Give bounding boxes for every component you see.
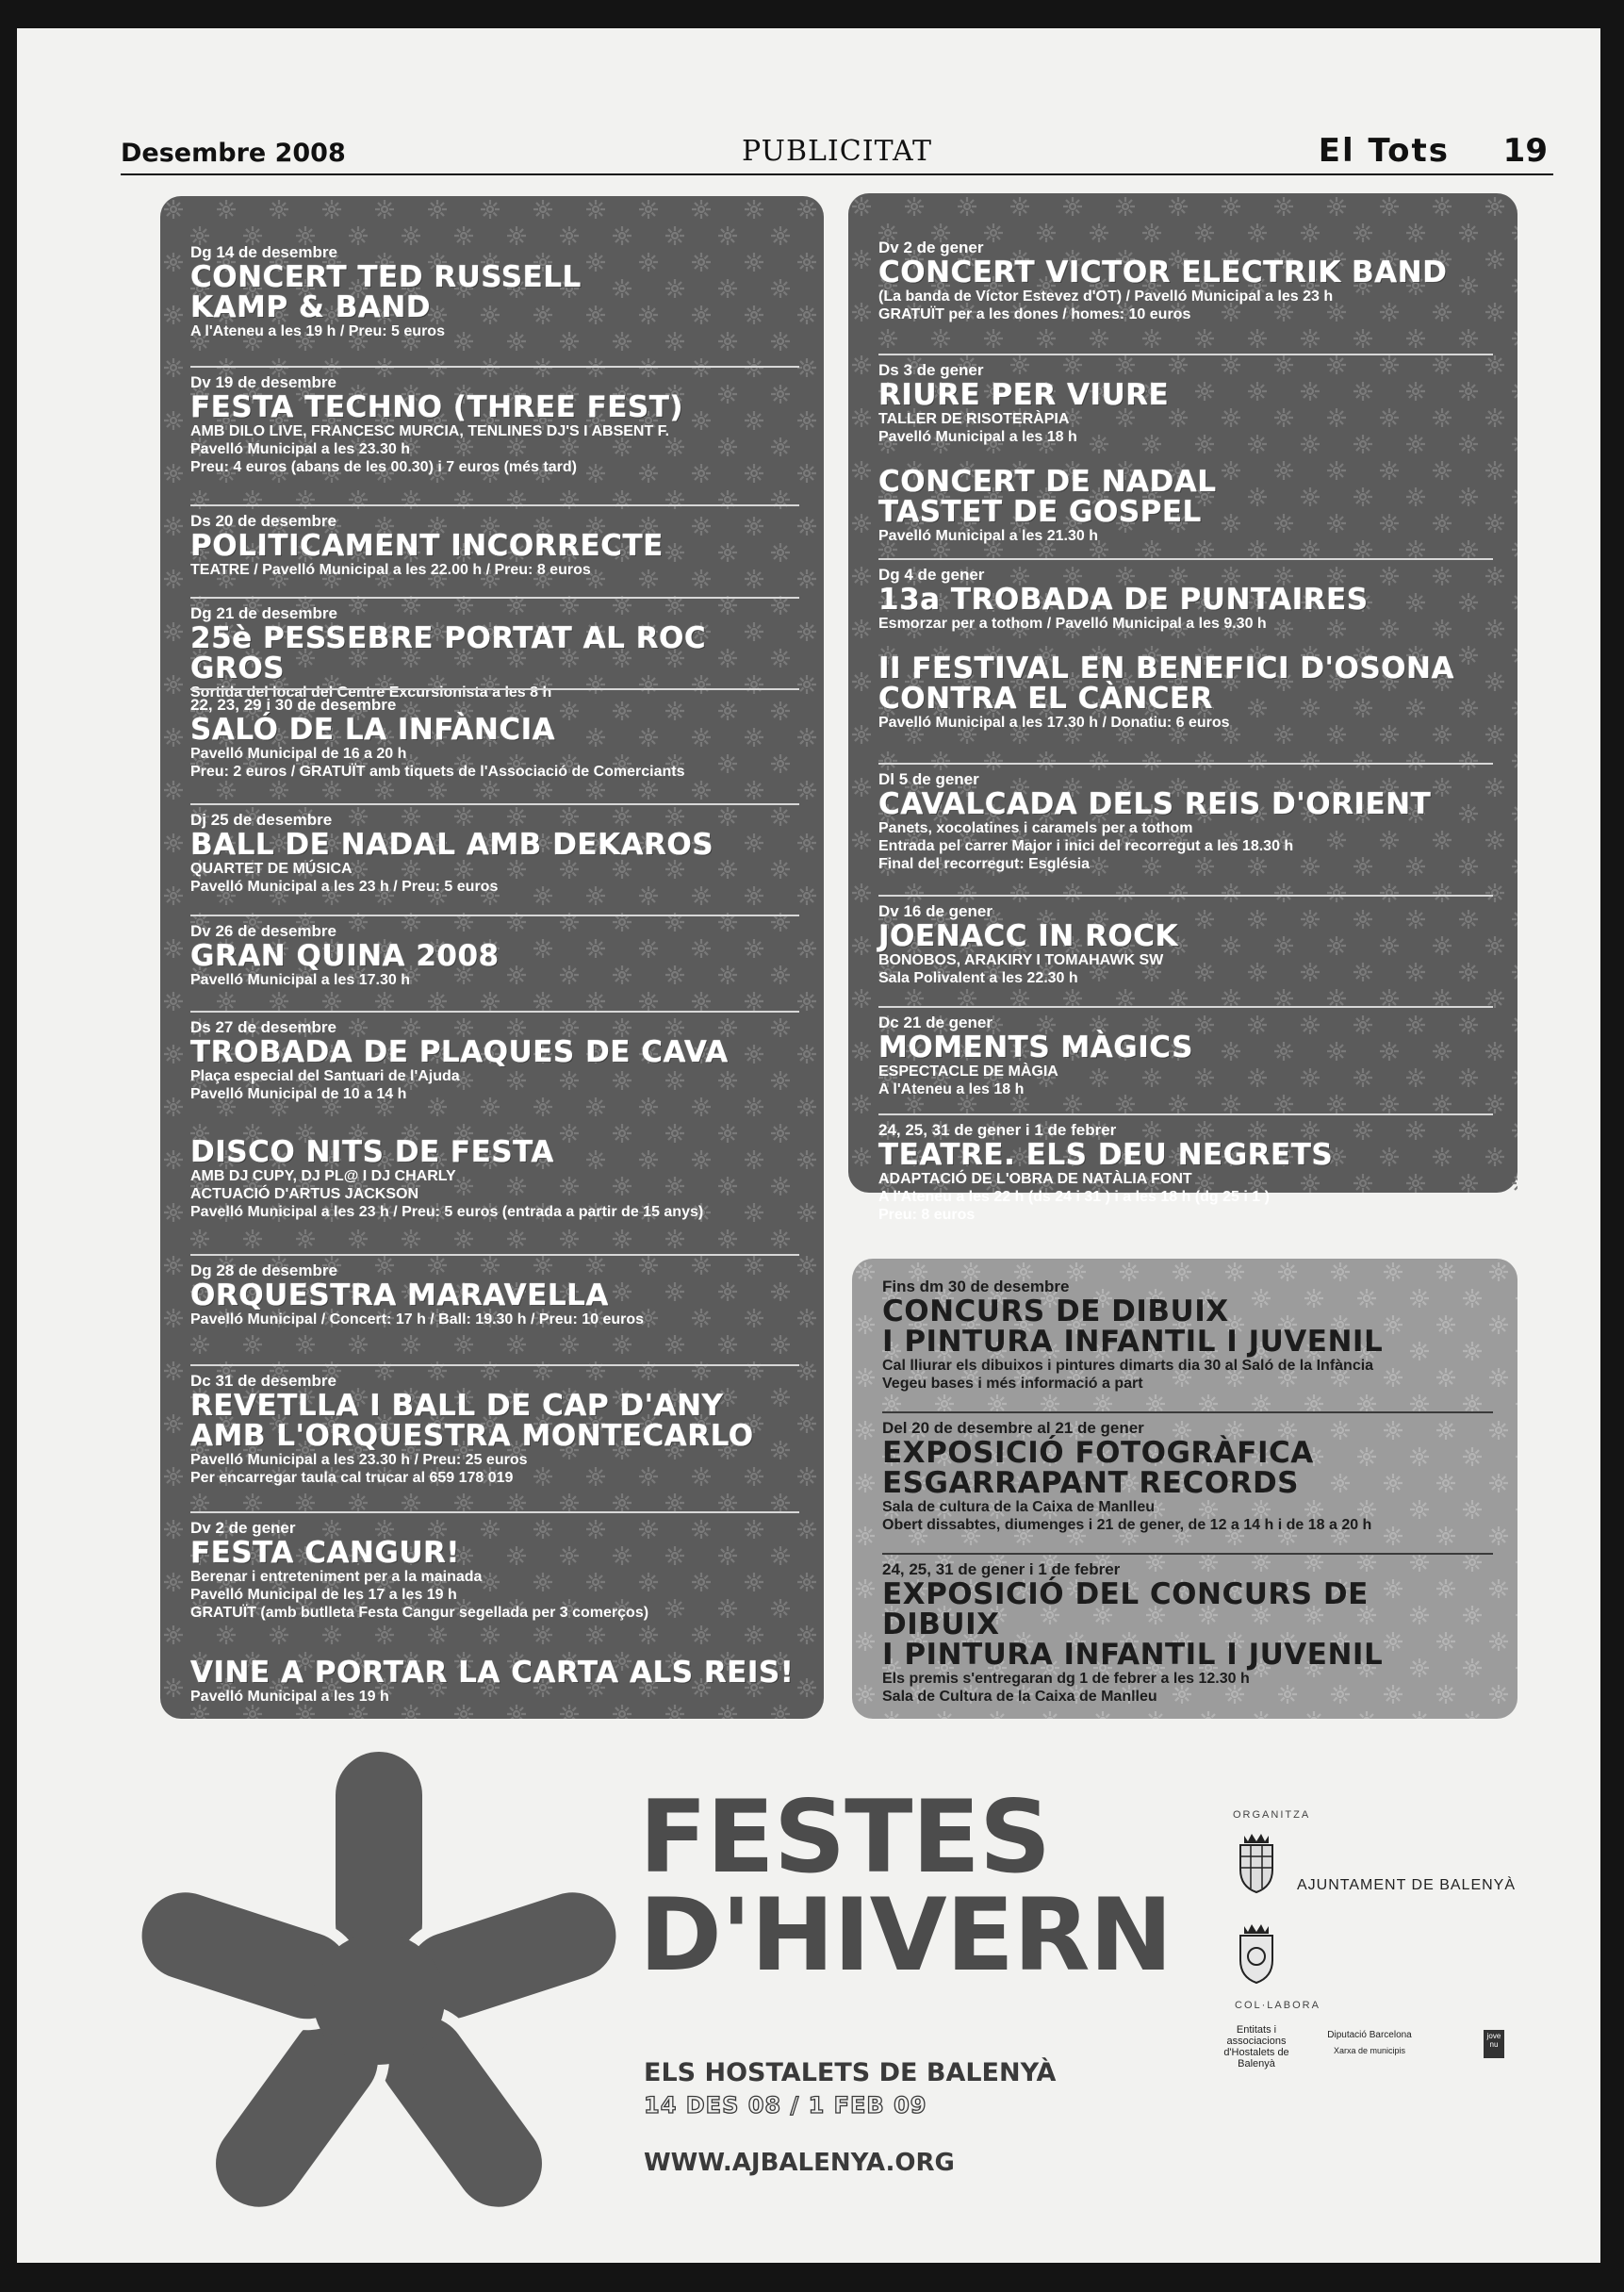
event-divider	[190, 803, 799, 805]
event-detail: Preu: 2 euros / GRATUÏT amb tiquets de l'Associació de Comerciants	[190, 764, 685, 780]
issue-date: Desembre 2008	[121, 139, 346, 168]
asterisk-logo-icon	[115, 1730, 643, 2258]
event-divider	[878, 354, 1493, 355]
event-title: ESGARRAPANT RECORDS	[882, 1466, 1300, 1500]
event-title: EXPOSICIÓ DEL CONCURS DE DIBUIX	[882, 1577, 1369, 1641]
event-entry	[878, 467, 1493, 545]
event-title: POLITICAMENT INCORRECTE	[190, 529, 664, 563]
event-entry	[878, 566, 1493, 633]
event-date: Dj 25 de desembre	[190, 811, 333, 829]
event-date: Del 20 de desembre al 21 de gener	[882, 1419, 1144, 1437]
event-detail: ACTUACIÓ D'ARTUS JACKSON	[190, 1186, 419, 1202]
event-divider	[190, 688, 799, 690]
event-title: MOMENTS MÀGICS	[878, 1031, 1193, 1064]
event-title: ORQUESTRA MARAVELLA	[190, 1278, 609, 1312]
event-entry	[882, 1278, 1493, 1393]
event-title: TASTET DE GOSPEL	[878, 495, 1202, 529]
event-detail: Pavelló Municipal a les 23 h / Preu: 5 euros (entrada a partir de 15 anys)	[190, 1204, 704, 1220]
event-divider	[190, 1364, 799, 1366]
magazine-name: El Tots	[1318, 132, 1450, 170]
event-date: Dg 14 de desembre	[190, 243, 337, 261]
event-title: JOENACC IN ROCK	[878, 919, 1179, 953]
event-detail: TEATRE / Pavelló Municipal a les 22.00 h / Preu: 8 euros	[190, 562, 591, 578]
festival-title-line2: D'HIVERN	[639, 1877, 1173, 1993]
event-title: 25è PESSEBRE PORTAT AL ROC GROS	[190, 621, 707, 685]
ajuntament-name: AJUNTAMENT DE BALENYÀ	[1297, 1877, 1517, 1893]
event-date: Dc 21 de gener	[878, 1014, 992, 1031]
event-detail: BONOBOS, ARAKIRY I TOMAHAWK SW	[878, 952, 1164, 968]
event-detail: A l'Ateneu a les 19 h / Preu: 5 euros	[190, 323, 445, 339]
event-detail: Pavelló Municipal de 10 a 14 h	[190, 1086, 407, 1102]
exhibitions-panel	[852, 1259, 1517, 1719]
event-date: 24, 25, 31 de gener i 1 de febrer	[882, 1560, 1121, 1578]
event-date: Dv 2 de gener	[878, 239, 984, 256]
event-detail: A l'Ateneu a les 22 h (ds 24 i 31 ) i a les 18 h (dg 25 i 1 )	[878, 1189, 1270, 1205]
event-entry	[190, 922, 799, 989]
event-detail: QUARTET DE MÚSICA	[190, 861, 353, 877]
event-divider	[190, 915, 799, 916]
section-title: PUBLICITAT	[742, 135, 932, 168]
festival-location: ELS HOSTALETS DE BALENYÀ	[644, 2058, 1057, 2087]
festival-title	[639, 1779, 1173, 1993]
event-detail: Pavelló Municipal a les 23.30 h	[190, 441, 410, 457]
event-detail: Pavelló Municipal a les 19 h	[190, 1689, 389, 1705]
event-date: Dv 26 de desembre	[190, 922, 336, 940]
event-entry	[878, 1121, 1493, 1224]
event-title: SALÓ DE LA INFÀNCIA	[190, 713, 556, 747]
event-title: CONTRA EL CÀNCER	[878, 682, 1214, 716]
event-detail: Esmorzar per a tothom / Pavelló Municipal a les 9.30 h	[878, 616, 1267, 632]
event-title: CONCERT VICTOR ELECTRIK BAND	[878, 256, 1448, 289]
events-panel-left	[160, 196, 824, 1719]
balenya-coat-of-arms-icon	[1233, 1828, 1280, 1894]
event-detail: AMB DILO LIVE, FRANCESC MURCIA, TENLINES DJ'S I ABSENT F.	[190, 423, 670, 439]
diputacio-logo-text: Diputació Barcelona	[1327, 2030, 1412, 2040]
exhibitions-list	[852, 1259, 1517, 1719]
event-entry	[190, 1657, 799, 1706]
event-entry	[190, 696, 799, 781]
event-date: Dv 16 de gener	[878, 902, 992, 920]
event-date: Ds 27 de desembre	[190, 1018, 336, 1036]
page-number: 19	[1502, 132, 1548, 170]
event-entry	[190, 1261, 799, 1328]
event-title: RIURE PER VIURE	[878, 378, 1170, 412]
event-detail: A l'Ateneu a les 18 h	[878, 1081, 1025, 1097]
event-detail: ADAPTACIÓ DE L'OBRA DE NATÀLIA FONT	[878, 1171, 1192, 1187]
organitza-label: ORGANITZA	[1233, 1809, 1311, 1821]
event-divider	[190, 1254, 799, 1256]
festival-dates: 14 DES 08 / 1 FEB 09	[644, 2092, 927, 2119]
event-entry	[190, 1137, 799, 1221]
event-title: CONCERT DE NADAL	[878, 465, 1217, 499]
event-entry	[878, 361, 1493, 446]
event-date: Ds 20 de desembre	[190, 512, 336, 530]
event-entry	[190, 1372, 799, 1487]
event-entry	[878, 902, 1493, 987]
event-detail: Plaça especial del Santuari de l'Ajuda	[190, 1068, 460, 1084]
event-entry	[878, 770, 1493, 873]
event-date: Ds 3 de gener	[878, 361, 984, 379]
event-title: GRAN QUINA 2008	[190, 939, 500, 973]
event-date: Dv 2 de gener	[190, 1519, 296, 1537]
event-entry	[878, 653, 1493, 732]
event-entry	[190, 604, 799, 701]
secondary-coat-of-arms-icon	[1233, 1919, 1280, 1985]
event-detail: Preu: 4 euros (abans de les 00.30) i 7 euros (més tard)	[190, 459, 577, 475]
event-title: VINE A PORTAR LA CARTA ALS REIS!	[190, 1656, 795, 1690]
event-date: Dg 21 de desembre	[190, 604, 337, 622]
event-detail: Pavelló Municipal a les 23 h / Preu: 5 euros	[190, 879, 499, 895]
event-detail: Pavelló Municipal a les 17.30 h	[190, 972, 410, 988]
event-title: REVETLLA I BALL DE CAP D'ANY	[190, 1389, 724, 1423]
event-title: DISCO NITS DE FESTA	[190, 1135, 554, 1169]
event-detail: Entrada pel carrer Major i inici del recorregut a les 18.30 h	[878, 838, 1294, 854]
event-title: EXPOSICIÓ FOTOGRÀFICA	[882, 1436, 1314, 1470]
event-detail: TALLER DE RISOTERÀPIA	[878, 411, 1070, 427]
event-detail: (La banda de Víctor Estevez d'OT) / Pavelló Municipal a les 23 h	[878, 289, 1334, 305]
event-detail: Sala Polivalent a les 22.30 h	[878, 970, 1078, 986]
event-detail: Pavelló Municipal de les 17 a les 19 h	[190, 1587, 457, 1603]
event-divider	[878, 1113, 1493, 1115]
event-detail: Panets, xocolatines i caramels per a tothom	[878, 820, 1193, 836]
event-date: Dg 28 de desembre	[190, 1261, 337, 1279]
festival-footer	[130, 1730, 1563, 2258]
event-detail: AMB DJ CUPY, DJ PL@ I DJ CHARLY	[190, 1168, 456, 1184]
event-divider	[878, 558, 1493, 560]
event-detail: Sala de Cultura de la Caixa de Manlleu	[882, 1689, 1157, 1705]
magazine-page	[17, 28, 1600, 2263]
event-divider	[878, 763, 1493, 765]
event-entry	[878, 1014, 1493, 1098]
col-labora-label: COL·LABORA	[1235, 2000, 1321, 2011]
event-title: CAVALCADA DELS REIS D'ORIENT	[878, 787, 1432, 821]
festival-title-line1: FESTES	[639, 1779, 1051, 1895]
event-detail: Pavelló Municipal de 16 a 20 h	[190, 746, 407, 762]
right-events-list	[848, 193, 1517, 1223]
xarxa-logo-text: Xarxa de municipis	[1333, 2046, 1406, 2055]
event-detail: Pavelló Municipal / Concert: 17 h / Ball: 19.30 h / Preu: 10 euros	[190, 1311, 645, 1327]
event-entry	[190, 512, 799, 579]
event-divider	[190, 504, 799, 506]
event-title: I PINTURA INFANTIL I JUVENIL	[882, 1638, 1384, 1672]
event-entry	[190, 373, 799, 476]
event-detail: Final del recorregut: Església	[878, 856, 1091, 872]
page-header	[121, 132, 1553, 175]
event-divider	[190, 1511, 799, 1513]
event-title: I PINTURA INFANTIL I JUVENIL	[882, 1325, 1384, 1359]
event-detail: ESPECTACLE DE MÀGIA	[878, 1064, 1058, 1080]
event-entry	[190, 1018, 799, 1103]
entitats-logo-text: Entitats i associacions d'Hostalets de Balenyà	[1223, 2024, 1289, 2069]
event-divider	[878, 895, 1493, 897]
event-date: 24, 25, 31 de gener i 1 de febrer	[878, 1121, 1117, 1139]
event-divider	[882, 1411, 1493, 1413]
event-title: 13a TROBADA DE PUNTAIRES	[878, 583, 1369, 617]
event-title: II FESTIVAL EN BENEFICI D'OSONA	[878, 651, 1454, 685]
event-entry	[190, 1519, 799, 1622]
left-events-list	[160, 196, 824, 1719]
event-entry	[190, 811, 799, 896]
event-detail: GRATUÏT per a les dones / homes: 10 euros	[878, 306, 1191, 322]
event-divider	[190, 597, 799, 599]
event-title: AMB L'ORQUESTRA MONTECARLO	[190, 1419, 754, 1453]
event-title: FESTA CANGUR!	[190, 1536, 461, 1570]
event-detail: GRATUÏT (amb butlleta Festa Cangur segellada per 3 comerços)	[190, 1605, 649, 1621]
event-date: Fins dm 30 de desembre	[882, 1278, 1070, 1295]
event-detail: Pavelló Municipal a les 21.30 h	[878, 528, 1098, 544]
events-panel-right	[848, 193, 1517, 1223]
event-detail: Pavelló Municipal a les 17.30 h / Donatiu: 6 euros	[878, 715, 1230, 731]
event-divider	[882, 1553, 1493, 1555]
event-detail: Sortida del local del Centre Excursionista a les 8 h	[190, 684, 552, 701]
event-title: TEATRE. ELS DEU NEGRETS	[878, 1138, 1334, 1172]
event-divider	[190, 366, 799, 368]
event-detail: Pavelló Municipal a les 18 h	[878, 429, 1077, 445]
event-title: FESTA TECHNO (THREE FEST)	[190, 390, 684, 424]
event-entry	[190, 243, 799, 340]
event-detail: Pavelló Municipal a les 23.30 h / Preu: 25 euros	[190, 1452, 528, 1468]
event-title: BALL DE NADAL AMB DEKAROS	[190, 828, 714, 862]
event-entry	[878, 239, 1493, 323]
event-detail: Sala de cultura de la Caixa de Manlleu	[882, 1499, 1155, 1515]
festival-website: WWW.AJBALENYA.ORG	[644, 2149, 955, 2177]
event-divider	[878, 1006, 1493, 1008]
event-title: CONCURS DE DIBUIX	[882, 1294, 1229, 1328]
event-entry	[882, 1419, 1493, 1534]
event-detail: Preu: 8 euros	[878, 1207, 976, 1223]
event-detail: Berenar i entreteniment per a la mainada	[190, 1569, 483, 1585]
event-date: Dg 4 de gener	[878, 566, 985, 584]
event-title: TROBADA DE PLAQUES DE CAVA	[190, 1035, 729, 1069]
event-detail: Vegeu bases i més informació a part	[882, 1376, 1143, 1392]
event-detail: Obert dissabtes, diumenges i 21 de gener, de 12 a 14 h i de 18 a 20 h	[882, 1517, 1372, 1533]
event-detail: Els premis s'entregaran dg 1 de febrer a les 12.30 h	[882, 1671, 1250, 1687]
event-date: Dl 5 de gener	[878, 770, 979, 788]
event-title: CONCERT TED RUSSELL	[190, 260, 582, 294]
event-detail: Cal lliurar els dibuixos i pintures dimarts dia 30 al Saló de la Infància	[882, 1358, 1374, 1374]
event-entry	[882, 1560, 1493, 1706]
event-date: 22, 23, 29 i 30 de desembre	[190, 696, 397, 714]
jove-logo: jove nu	[1484, 2030, 1504, 2058]
event-title: KAMP & BAND	[190, 290, 431, 324]
event-detail: Per encarregar taula cal trucar al 659 178 019	[190, 1470, 514, 1486]
event-date: Dc 31 de desembre	[190, 1372, 336, 1390]
event-divider	[190, 1011, 799, 1013]
event-date: Dv 19 de desembre	[190, 373, 336, 391]
